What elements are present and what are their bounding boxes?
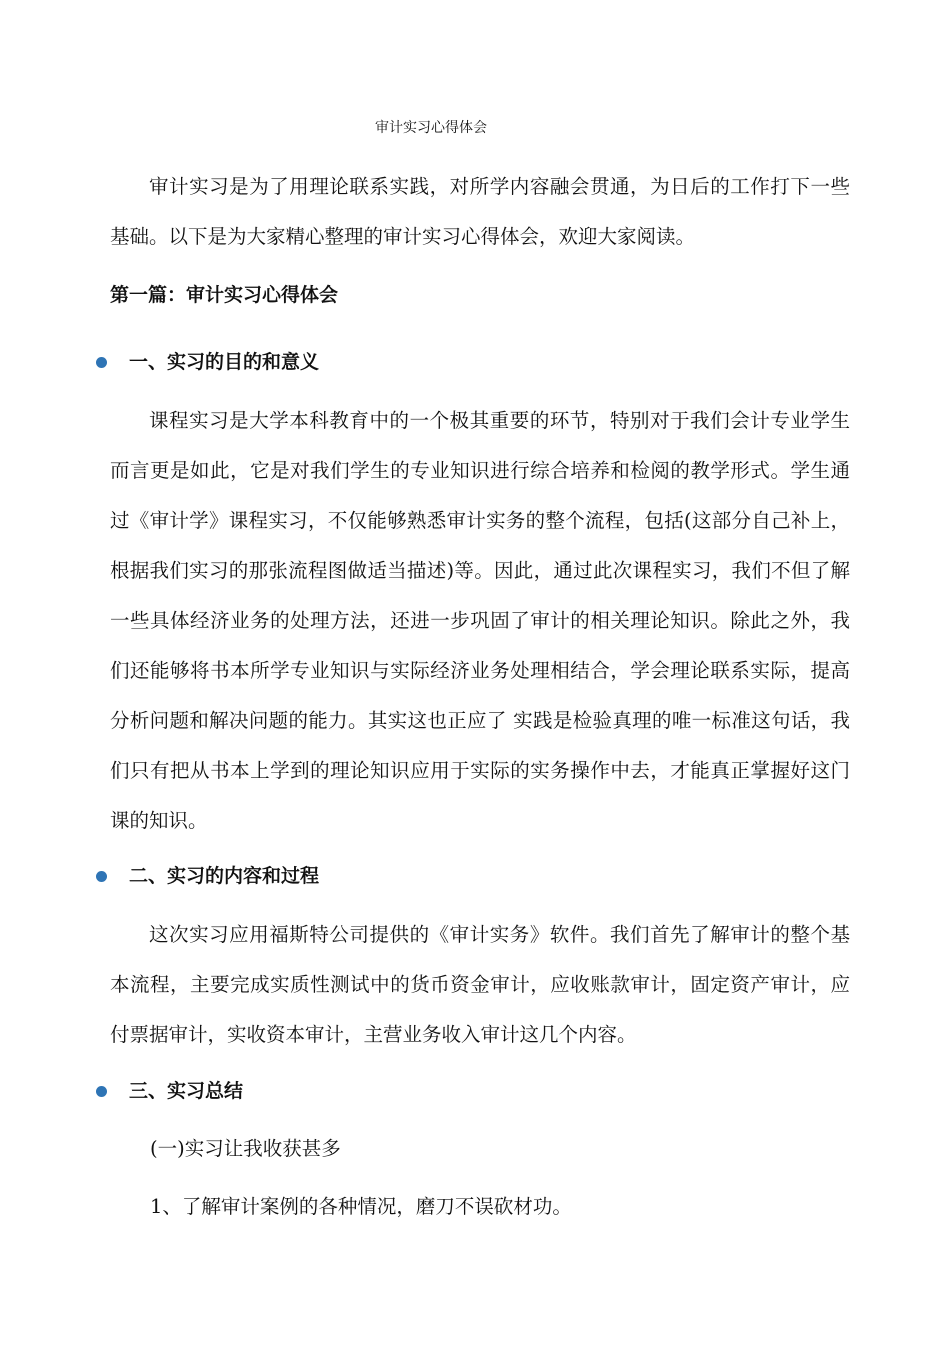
section-heading-summary <box>96 1076 243 1106</box>
section-heading-label: 二、实习的内容和过程 <box>129 865 320 887</box>
summary-subheading: (一)实习让我收获甚多 <box>150 1137 341 1160</box>
section-body-purpose: 课程实习是大学本科教育中的一个极其重要的环节，特别对于我们会计专业学生而言更是如此，它是对我们学生的专业知识进行综合培养和检阅的教学形式。学生通过《审计学》课程实习，不仅能够熟悉审计实务的整个流程，包括(这部分自己补上，根据我们实习的那张流程图做适当描述)等。因此，通过此次课程实习，我们不但了解一些具体经济业务的处理方法，还进一步巩固了审计的相关理论知识。除此之外，我们还能够将书本所学专业知识与实际经济业务处理相结合，学会理论联系实际，提高分析问题和解决问题的能力。其实这也正应了 实践是检验真理的唯一标准这句话，我们只有把从书本上学到的理论知识应用于实际的实务操作中去，才能真正掌握好这门课的知识。 <box>110 409 850 832</box>
bullet-icon <box>96 1086 107 1097</box>
document-title: 审计实习心得体会 <box>375 120 487 136</box>
bullet-icon <box>96 357 107 368</box>
section-heading-label: 一、实习的目的和意义 <box>129 351 320 373</box>
section-heading-label: 三、实习总结 <box>129 1080 244 1102</box>
section-heading-content <box>96 861 319 891</box>
intro-paragraph: 审计实习是为了用理论联系实践，对所学内容融会贯通，为日后的工作打下一些基础。以下是为大家精心整理的审计实习心得体会，欢迎大家阅读。 <box>110 175 850 248</box>
section-body-content: 这次实习应用福斯特公司提供的《审计实务》软件。我们首先了解审计的整个基本流程，主要完成实质性测试中的货币资金审计，应收账款审计，固定资产审计，应付票据审计，实收资本审计，主营业务收入审计这几个内容。 <box>110 923 850 1046</box>
part-title: 第一篇：审计实习心得体会 <box>110 284 339 306</box>
summary-item: 1、了解审计案例的各种情况，磨刀不误砍材功。 <box>150 1195 572 1218</box>
bullet-icon <box>96 871 107 882</box>
section-heading-purpose <box>96 347 319 377</box>
